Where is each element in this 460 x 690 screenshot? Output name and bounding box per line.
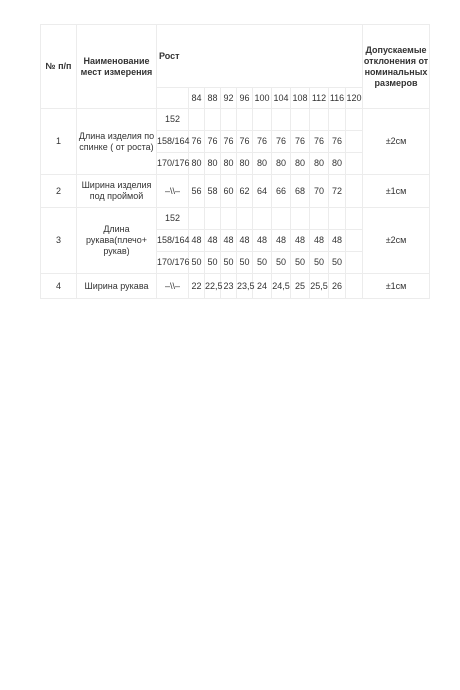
size-value-cell: 26 bbox=[329, 274, 346, 299]
row-height-label: 158/164 bbox=[157, 230, 189, 252]
size-value-cell bbox=[346, 153, 363, 175]
table-row bbox=[41, 208, 430, 230]
table-row bbox=[41, 109, 430, 131]
size-value-cell bbox=[189, 208, 205, 230]
size-value-cell: 48 bbox=[329, 230, 346, 252]
size-value-cell: 48 bbox=[189, 230, 205, 252]
size-value-cell: 62 bbox=[237, 175, 253, 208]
size-value-cell: 22 bbox=[189, 274, 205, 299]
size-value-cell: 24 bbox=[253, 274, 272, 299]
size-value-cell: 48 bbox=[272, 230, 291, 252]
size-value-cell: 76 bbox=[291, 131, 310, 153]
row-height-label: 152 bbox=[157, 208, 189, 230]
size-value-cell: 48 bbox=[310, 230, 329, 252]
size-value-cell: 50 bbox=[189, 252, 205, 274]
size-header-cell: 100 bbox=[253, 88, 272, 109]
size-value-cell: 58 bbox=[205, 175, 221, 208]
size-value-cell: 50 bbox=[221, 252, 237, 274]
size-value-cell: 80 bbox=[291, 153, 310, 175]
size-header-cell: 104 bbox=[272, 88, 291, 109]
size-header-blank bbox=[157, 88, 189, 109]
size-value-cell: 48 bbox=[253, 230, 272, 252]
size-value-cell: 80 bbox=[189, 153, 205, 175]
row-height-label: 158/164 bbox=[157, 131, 189, 153]
size-value-cell: 76 bbox=[310, 131, 329, 153]
header-tolerance: Допускаемые отклонения от номинальных размеров bbox=[363, 25, 430, 109]
size-value-cell: 50 bbox=[291, 252, 310, 274]
size-value-cell bbox=[272, 208, 291, 230]
size-value-cell: 76 bbox=[189, 131, 205, 153]
size-value-cell: 60 bbox=[221, 175, 237, 208]
size-value-cell: 76 bbox=[221, 131, 237, 153]
size-value-cell: 48 bbox=[205, 230, 221, 252]
size-value-cell: 50 bbox=[253, 252, 272, 274]
size-value-cell: 76 bbox=[272, 131, 291, 153]
row-tolerance: ±1см bbox=[363, 175, 430, 208]
size-value-cell: 66 bbox=[272, 175, 291, 208]
size-value-cell: 76 bbox=[329, 131, 346, 153]
size-value-cell: 76 bbox=[253, 131, 272, 153]
size-header-cell: 120 bbox=[346, 88, 363, 109]
size-value-cell: 80 bbox=[205, 153, 221, 175]
size-value-cell bbox=[310, 109, 329, 131]
size-header-cell: 108 bbox=[291, 88, 310, 109]
table-body bbox=[41, 109, 430, 299]
size-value-cell: 23,5 bbox=[237, 274, 253, 299]
size-value-cell bbox=[329, 208, 346, 230]
size-value-cell bbox=[221, 109, 237, 131]
size-value-cell: 72 bbox=[329, 175, 346, 208]
size-value-cell bbox=[237, 208, 253, 230]
measurement-table bbox=[40, 24, 430, 299]
row-height-label: 170/176 bbox=[157, 153, 189, 175]
row-height-label: 152 bbox=[157, 109, 189, 131]
table-row bbox=[41, 175, 430, 208]
header-name: Наименование мест измерения bbox=[77, 25, 157, 109]
row-height-label: 170/176 bbox=[157, 252, 189, 274]
row-tolerance: ±2см bbox=[363, 208, 430, 274]
size-value-cell: 50 bbox=[237, 252, 253, 274]
size-value-cell: 80 bbox=[237, 153, 253, 175]
size-header-cell: 84 bbox=[189, 88, 205, 109]
size-value-cell bbox=[346, 175, 363, 208]
size-value-cell bbox=[253, 208, 272, 230]
row-height-label: –\\– bbox=[157, 274, 189, 299]
size-value-cell bbox=[329, 109, 346, 131]
size-value-cell bbox=[291, 208, 310, 230]
size-header-cell: 112 bbox=[310, 88, 329, 109]
size-value-cell bbox=[205, 109, 221, 131]
size-value-cell bbox=[189, 109, 205, 131]
size-value-cell: 64 bbox=[253, 175, 272, 208]
size-value-cell: 23 bbox=[221, 274, 237, 299]
size-value-cell: 24,5 bbox=[272, 274, 291, 299]
size-table-sheet bbox=[40, 24, 430, 299]
size-value-cell: 80 bbox=[253, 153, 272, 175]
row-height-label: –\\– bbox=[157, 175, 189, 208]
header-num: № п/п bbox=[41, 25, 77, 109]
size-value-cell: 80 bbox=[329, 153, 346, 175]
size-value-cell: 22,5 bbox=[205, 274, 221, 299]
size-header-cell: 88 bbox=[205, 88, 221, 109]
size-value-cell: 76 bbox=[205, 131, 221, 153]
size-value-cell bbox=[237, 109, 253, 131]
size-value-cell: 80 bbox=[310, 153, 329, 175]
size-header-cell: 96 bbox=[237, 88, 253, 109]
row-measurement-name: Длина рукава(плечо+ рукав) bbox=[77, 208, 157, 274]
size-value-cell: 50 bbox=[272, 252, 291, 274]
size-value-cell bbox=[346, 131, 363, 153]
row-tolerance: ±1см bbox=[363, 274, 430, 299]
size-value-cell: 48 bbox=[221, 230, 237, 252]
table-row bbox=[41, 274, 430, 299]
size-value-cell: 50 bbox=[205, 252, 221, 274]
header-height: Рост bbox=[157, 25, 363, 88]
size-header-cell: 92 bbox=[221, 88, 237, 109]
size-value-cell bbox=[291, 109, 310, 131]
size-value-cell bbox=[253, 109, 272, 131]
size-value-cell: 48 bbox=[237, 230, 253, 252]
size-value-cell: 70 bbox=[310, 175, 329, 208]
size-value-cell: 68 bbox=[291, 175, 310, 208]
row-tolerance: ±2см bbox=[363, 109, 430, 175]
row-number: 1 bbox=[41, 109, 77, 175]
size-value-cell bbox=[221, 208, 237, 230]
size-value-cell bbox=[346, 109, 363, 131]
row-measurement-name: Ширина изделия под проймой bbox=[77, 175, 157, 208]
row-measurement-name: Ширина рукава bbox=[77, 274, 157, 299]
size-value-cell: 50 bbox=[310, 252, 329, 274]
size-value-cell: 50 bbox=[329, 252, 346, 274]
size-value-cell bbox=[346, 274, 363, 299]
size-value-cell: 76 bbox=[237, 131, 253, 153]
size-value-cell: 80 bbox=[272, 153, 291, 175]
size-value-cell bbox=[272, 109, 291, 131]
size-value-cell bbox=[310, 208, 329, 230]
size-value-cell bbox=[346, 208, 363, 230]
row-number: 4 bbox=[41, 274, 77, 299]
size-value-cell: 25 bbox=[291, 274, 310, 299]
size-value-cell bbox=[205, 208, 221, 230]
size-value-cell: 25,5 bbox=[310, 274, 329, 299]
row-number: 3 bbox=[41, 208, 77, 274]
row-number: 2 bbox=[41, 175, 77, 208]
size-header-cell: 116 bbox=[329, 88, 346, 109]
size-value-cell bbox=[346, 252, 363, 274]
row-measurement-name: Длина изделия по спинке ( от роста) bbox=[77, 109, 157, 175]
size-value-cell: 56 bbox=[189, 175, 205, 208]
size-value-cell bbox=[346, 230, 363, 252]
size-value-cell: 48 bbox=[291, 230, 310, 252]
size-value-cell: 80 bbox=[221, 153, 237, 175]
